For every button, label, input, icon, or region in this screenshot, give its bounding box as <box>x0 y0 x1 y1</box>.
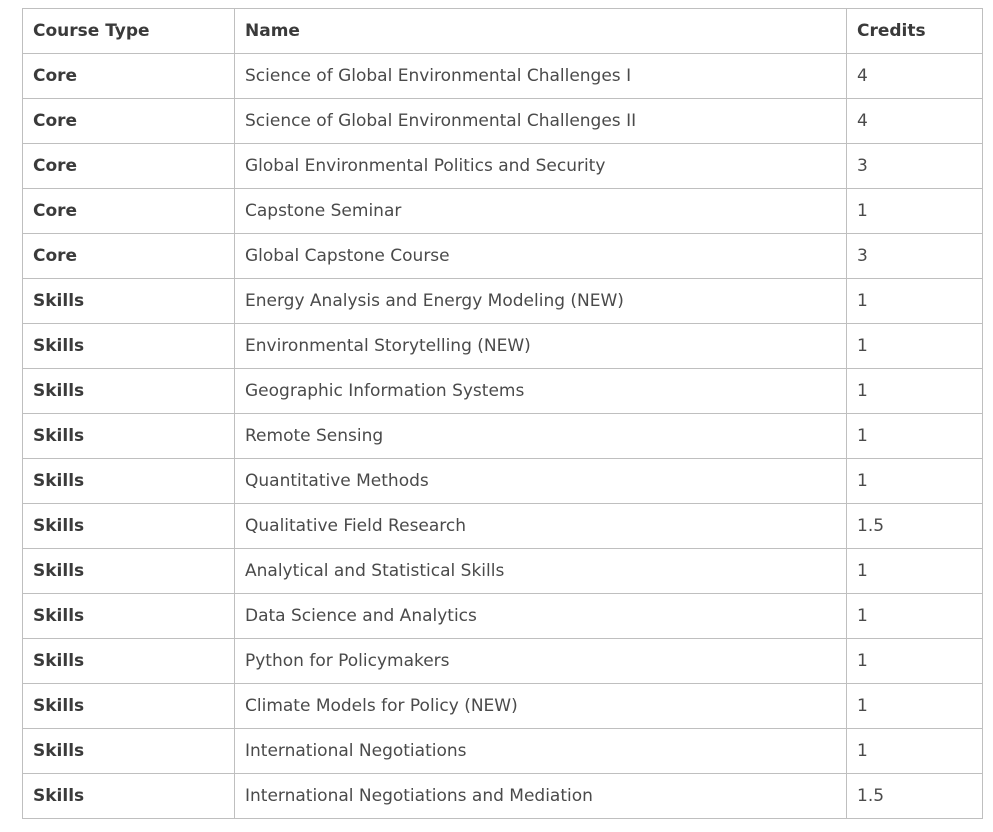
course-name-cell: International Negotiations <box>235 729 847 774</box>
course-type-cell: Skills <box>23 459 235 504</box>
course-name-cell: Environmental Storytelling (NEW) <box>235 324 847 369</box>
course-name-cell: Remote Sensing <box>235 414 847 459</box>
credits-cell: 4 <box>847 99 983 144</box>
course-name-cell: Global Environmental Politics and Security <box>235 144 847 189</box>
credits-cell: 1 <box>847 324 983 369</box>
course-type-cell: Skills <box>23 414 235 459</box>
header-credits: Credits <box>847 9 983 54</box>
table-row <box>23 144 983 189</box>
table-row <box>23 99 983 144</box>
credits-cell: 1 <box>847 189 983 234</box>
header-name: Name <box>235 9 847 54</box>
table-row <box>23 504 983 549</box>
course-type-cell: Core <box>23 144 235 189</box>
credits-cell: 1 <box>847 279 983 324</box>
course-name-cell: Energy Analysis and Energy Modeling (NEW) <box>235 279 847 324</box>
table-row <box>23 639 983 684</box>
table-row <box>23 189 983 234</box>
table-row <box>23 54 983 99</box>
course-name-cell: Climate Models for Policy (NEW) <box>235 684 847 729</box>
course-name-cell: International Negotiations and Mediation <box>235 774 847 819</box>
table-row <box>23 234 983 279</box>
course-type-cell: Core <box>23 234 235 279</box>
course-type-cell: Core <box>23 54 235 99</box>
table-row <box>23 369 983 414</box>
credits-cell: 1.5 <box>847 774 983 819</box>
credits-cell: 3 <box>847 144 983 189</box>
course-name-cell: Science of Global Environmental Challenges I <box>235 54 847 99</box>
credits-cell: 4 <box>847 54 983 99</box>
course-type-cell: Skills <box>23 369 235 414</box>
credits-cell: 1 <box>847 729 983 774</box>
course-name-cell: Capstone Seminar <box>235 189 847 234</box>
course-type-cell: Skills <box>23 684 235 729</box>
table-row <box>23 279 983 324</box>
course-name-cell: Quantitative Methods <box>235 459 847 504</box>
course-type-cell: Skills <box>23 639 235 684</box>
course-name-cell: Data Science and Analytics <box>235 594 847 639</box>
credits-cell: 1 <box>847 594 983 639</box>
course-type-cell: Skills <box>23 729 235 774</box>
course-name-cell: Geographic Information Systems <box>235 369 847 414</box>
credits-cell: 1 <box>847 549 983 594</box>
course-name-cell: Qualitative Field Research <box>235 504 847 549</box>
table-row <box>23 459 983 504</box>
table-row <box>23 414 983 459</box>
table-row <box>23 594 983 639</box>
course-type-cell: Skills <box>23 594 235 639</box>
table-header-row <box>23 9 983 54</box>
course-type-cell: Skills <box>23 774 235 819</box>
credits-cell: 1 <box>847 639 983 684</box>
credits-cell: 1 <box>847 369 983 414</box>
course-type-cell: Skills <box>23 549 235 594</box>
credits-cell: 1 <box>847 684 983 729</box>
course-table <box>22 8 983 819</box>
course-name-cell: Global Capstone Course <box>235 234 847 279</box>
course-type-cell: Skills <box>23 504 235 549</box>
course-name-cell: Science of Global Environmental Challenges II <box>235 99 847 144</box>
course-name-cell: Analytical and Statistical Skills <box>235 549 847 594</box>
credits-cell: 1 <box>847 414 983 459</box>
table-row <box>23 774 983 819</box>
table-row <box>23 684 983 729</box>
table-row <box>23 549 983 594</box>
course-type-cell: Skills <box>23 279 235 324</box>
course-type-cell: Skills <box>23 324 235 369</box>
credits-cell: 1.5 <box>847 504 983 549</box>
table-row <box>23 324 983 369</box>
course-type-cell: Core <box>23 189 235 234</box>
header-course-type: Course Type <box>23 9 235 54</box>
course-name-cell: Python for Policymakers <box>235 639 847 684</box>
table-row <box>23 729 983 774</box>
course-type-cell: Core <box>23 99 235 144</box>
credits-cell: 3 <box>847 234 983 279</box>
credits-cell: 1 <box>847 459 983 504</box>
